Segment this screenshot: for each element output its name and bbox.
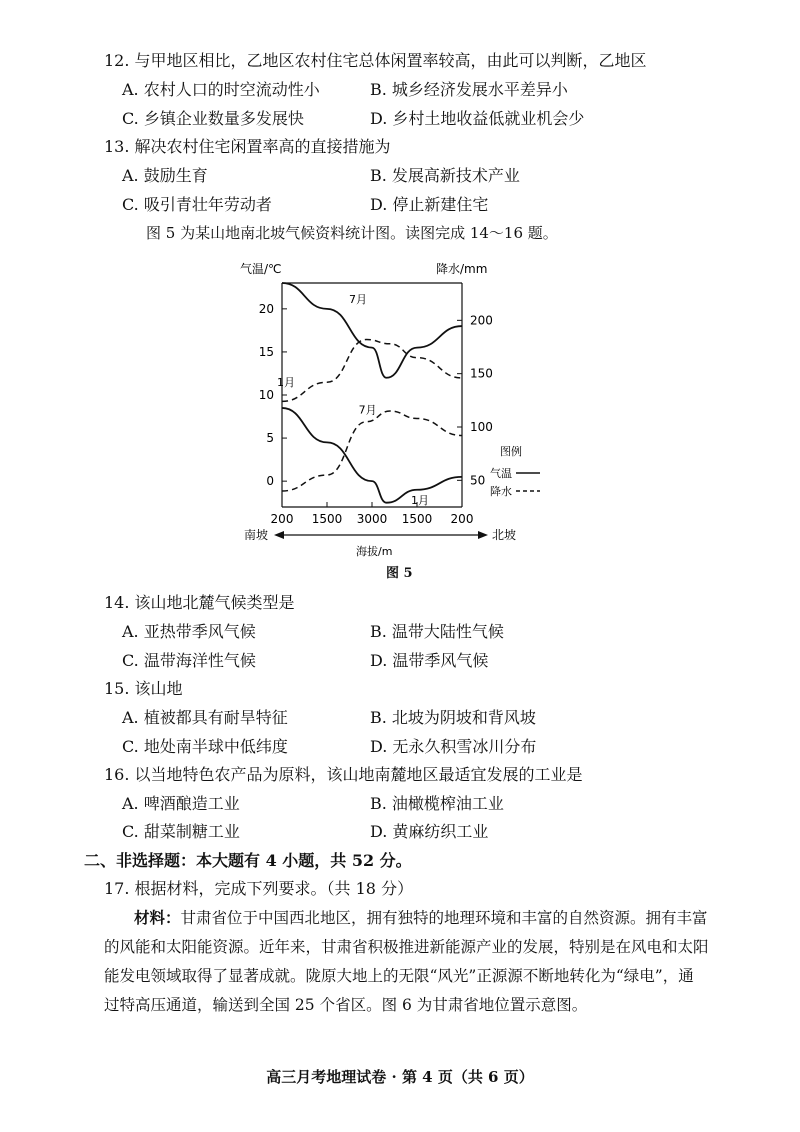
y-left-tick-label-4: 20	[258, 301, 274, 316]
x-ticks	[271, 502, 474, 526]
x-tick-label-1: 1500	[311, 512, 343, 526]
figure-caption: 图 5	[386, 566, 413, 581]
q13-option-d: D. 停止新建住宅	[370, 195, 489, 214]
y-left-tick-label-2: 10	[258, 388, 274, 402]
q12-option-d: D. 乡村土地收益低就业机会少	[370, 109, 585, 128]
y-left-tick-label-3: 15	[258, 344, 274, 359]
series-precipitation-3	[282, 340, 462, 402]
y-right-tick-label-2: 150	[470, 366, 493, 381]
series-label-2: 7月	[358, 403, 377, 417]
y-right-tick-label-0: 50	[470, 473, 486, 488]
q14-option-d: D. 温带季风气候	[370, 651, 489, 670]
series-labels	[277, 293, 429, 507]
q13-option-c: C. 吸引青壮年劳动者	[122, 195, 272, 214]
x-axis-arrow-right	[478, 531, 488, 539]
q12-option-a: A. 农村人口的时空流动性小	[122, 80, 320, 99]
material-label: 材料：	[134, 908, 181, 927]
q14-option-c: C. 温带海洋性气候	[122, 651, 256, 670]
legend-title: 图例	[500, 445, 522, 458]
q14-stem: 14. 该山地北麓气候类型是	[104, 593, 295, 612]
series-temperature-1	[282, 408, 462, 503]
y-right-tick-label-1: 100	[470, 420, 493, 434]
y-right-label: 降水/mm	[436, 262, 488, 276]
q13-option-a: A. 鼓励生育	[122, 166, 208, 185]
q16-option-c: C. 甜菜制糖工业	[122, 822, 240, 841]
series-label-3: 1月	[277, 376, 295, 390]
x-tick-label-2: 3000	[356, 512, 388, 526]
series-label-1: 1月	[411, 493, 429, 507]
q14-option-b: B. 温带大陆性气候	[370, 622, 504, 641]
x-side-left: 南坡	[244, 528, 269, 542]
x-tick-label-3: 1500	[401, 512, 433, 526]
climate-chart	[230, 255, 560, 585]
series-precipitation-2	[282, 411, 462, 491]
q17-material-line4: 过特高压通道，输送到全国 25 个省区。图 6 为甘肃省地位置示意图。	[104, 996, 588, 1014]
q16-option-a: A. 啤酒酿造工业	[122, 794, 240, 813]
q12-stem: 12. 与甲地区相比，乙地区农村住宅总体闲置率较高，由此可以判断，乙地区	[104, 51, 647, 70]
q16-option-b: B. 油橄榄榨油工业	[370, 794, 504, 813]
section-heading: 二、非选择题：本大题有 4 小题，共 52 分。	[84, 851, 412, 870]
series-label-0: 7月	[349, 292, 367, 306]
y-left-tick-label-1: 5	[266, 431, 274, 446]
y-left-ticks	[259, 302, 287, 488]
x-side-right: 北坡	[492, 528, 517, 542]
q15-option-c: C. 地处南半球中低纬度	[122, 737, 288, 756]
q13-option-b: B. 发展高新技术产业	[370, 166, 520, 185]
q15-stem: 15. 该山地	[104, 679, 183, 698]
q15-option-b: B. 北坡为阴坡和背风坡	[370, 708, 536, 727]
q12-option-c: C. 乡镇企业数量多发展快	[122, 109, 304, 128]
q16-option-d: D. 黄麻纺织工业	[370, 822, 489, 841]
y-right-tick-label-3: 200	[470, 313, 493, 328]
q13-stem: 13. 解决农村住宅闲置率高的直接措施为	[104, 137, 391, 156]
q17-material-line2: 的风能和太阳能资源。近年来，甘肃省积极推进新能源产业的发展，特别是在风电和太阳	[104, 938, 709, 956]
y-left-tick-label-0: 0	[266, 474, 274, 489]
x-tick-label-0: 200	[270, 512, 294, 526]
q17-material-line3: 能发电领域取得了显著成就。陇原大地上的无限“风光”正源源不断地转化为“绿电”，通	[104, 967, 694, 985]
q16-stem: 16. 以当地特色农产品为原料，该山地南麓地区最适宜发展的工业是	[104, 765, 583, 784]
q12-option-b: B. 城乡经济发展水平差异小	[370, 80, 568, 99]
q15-option-a: A. 植被都具有耐旱特征	[122, 708, 288, 727]
x-axis-arrow-left	[274, 531, 284, 539]
legend-precip-label: 降水	[490, 485, 512, 498]
page-footer: 高三月考地理试卷 · 第 4 页（共 6 页）	[266, 1068, 534, 1086]
x-axis-label: 海拔/m	[356, 545, 393, 558]
q17-stem: 17. 根据材料，完成下列要求。（共 18 分）	[104, 879, 414, 898]
legend-temp-label: 气温	[490, 467, 512, 480]
figure-intro: 图 5 为某山地南北坡气候资料统计图。读图完成 14～16 题。	[146, 224, 558, 242]
q14-option-a: A. 亚热带季风气候	[122, 622, 256, 641]
material-text-1: 甘肃省位于中国西北地区，拥有独特的地理环境和丰富的自然资源。拥有丰富	[180, 909, 708, 927]
y-left-label: 气温/℃	[240, 262, 282, 276]
series-lines	[282, 283, 462, 503]
q15-option-d: D. 无永久积雪冰川分布	[370, 737, 537, 756]
x-tick-label-4: 200	[450, 512, 474, 526]
q17-material-line1	[134, 908, 708, 928]
